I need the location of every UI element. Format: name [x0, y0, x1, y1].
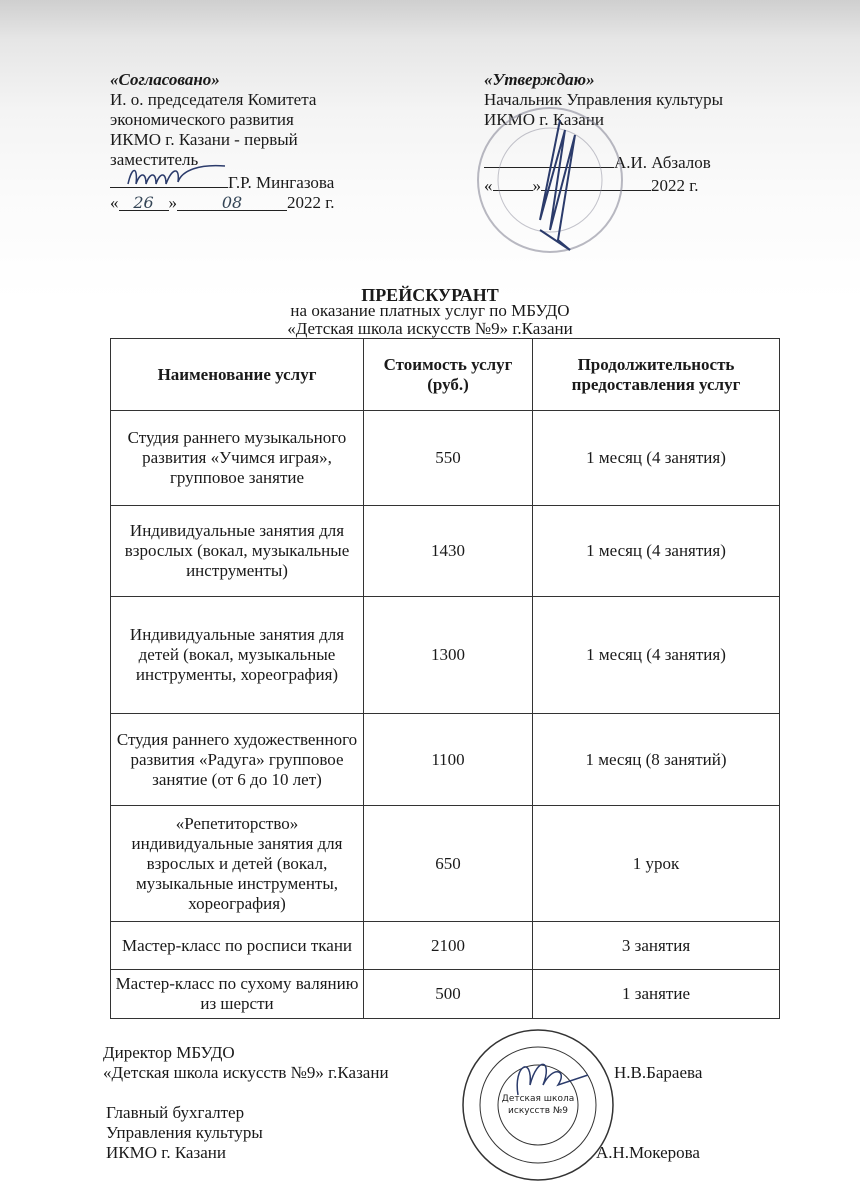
service-duration: 1 месяц (4 занятия) — [533, 506, 780, 597]
service-name: Мастер-класс по сухому валянию из шерсти — [111, 970, 364, 1019]
table-row — [111, 597, 780, 714]
seal-text: Детская школа — [501, 1094, 575, 1104]
service-price: 1100 — [364, 714, 533, 806]
agreed-signer: Г.Р. Мингазова — [228, 173, 335, 192]
service-duration: 1 месяц (4 занятия) — [533, 597, 780, 714]
director-org: «Детская школа искусств №9» г.Казани — [103, 1063, 389, 1082]
accountant-line: Управления культуры — [106, 1123, 263, 1142]
agreed-day: 26 — [119, 193, 169, 211]
service-duration: 1 занятие — [533, 970, 780, 1019]
service-price: 1300 — [364, 597, 533, 714]
approved-block: «Утверждаю» Начальник Управления культуры ИКМО г. Казани А.И. Абзалов « » 2022 г. — [484, 70, 724, 195]
agreed-line: И. о. председателя Комитета — [110, 90, 317, 109]
agreed-block: «Согласовано» И. о. председателя Комитета экономического развития ИКМО г. Казани - первый заместитель Г.Р. Мингазова « 26 » 08 2022 г. — [110, 70, 335, 212]
service-duration: 1 месяц (8 занятий) — [533, 714, 780, 806]
director-block — [103, 1043, 389, 1083]
accountant-name: А.Н.Мокерова — [596, 1143, 700, 1162]
service-name: Студия раннего художественного развития «Радуга» групповое занятие (от 6 до 10 лет) — [111, 714, 364, 806]
service-name: Студия раннего музыкального развития «Учимся играя», групповое занятие — [111, 411, 364, 506]
service-price: 1430 — [364, 506, 533, 597]
seal-culture-department — [470, 100, 630, 260]
service-price: 500 — [364, 970, 533, 1019]
agreed-heading: «Согласовано» — [110, 70, 220, 89]
accountant-block — [106, 1103, 263, 1163]
agreed-line: экономического развития — [110, 110, 294, 129]
director-name: Н.В.Бараева — [614, 1063, 703, 1082]
table-row — [111, 714, 780, 806]
service-price: 650 — [364, 806, 533, 922]
service-price: 550 — [364, 411, 533, 506]
approved-year: 2022 г. — [651, 176, 699, 195]
service-name: Индивидуальные занятия для взрослых (вокал, музыкальные инструменты) — [111, 506, 364, 597]
service-duration: 3 занятия — [533, 922, 780, 970]
table-header-row — [111, 339, 780, 411]
seal-school — [458, 1025, 618, 1185]
service-duration: 1 урок — [533, 806, 780, 922]
service-name: Мастер-класс по росписи ткани — [111, 922, 364, 970]
accountant-title: Главный бухгалтер — [106, 1103, 245, 1122]
document-subtitle-2: «Детская школа искусств №9» г.Казани — [287, 319, 573, 338]
agreed-year: 2022 г. — [287, 193, 335, 212]
approved-heading: «Утверждаю» — [484, 70, 595, 89]
price-table — [110, 338, 780, 1019]
signature-mingazova — [120, 162, 230, 192]
service-name: «Репетиторство» индивидуальные занятия для взрослых и детей (вокал, музыкальные инструменты, хореография) — [111, 806, 364, 922]
table-row — [111, 922, 780, 970]
header-service: Наименование услуг — [111, 339, 364, 411]
approved-line: ИКМО г. Казани — [484, 110, 604, 129]
service-price: 2100 — [364, 922, 533, 970]
header-price: Стоимость услуг (руб.) — [364, 339, 533, 411]
table-row — [111, 970, 780, 1019]
agreed-month: 08 — [177, 193, 287, 211]
agreed-line: ИКМО г. Казани - первый — [110, 130, 298, 149]
director-title: Директор МБУДО — [103, 1043, 235, 1062]
accountant-line: ИКМО г. Казани — [106, 1143, 226, 1162]
header-duration: Продолжительность предоставления услуг — [533, 339, 780, 411]
document-subtitle: на оказание платных услуг по МБУДО — [290, 301, 570, 320]
table-row — [111, 411, 780, 506]
agreed-line: заместитель — [110, 150, 199, 169]
table-row — [111, 806, 780, 922]
service-name: Индивидуальные занятия для детей (вокал, музыкальные инструменты, хореография) — [111, 597, 364, 714]
approved-signer: А.И. Абзалов — [614, 153, 711, 172]
approved-line: Начальник Управления культуры — [484, 90, 724, 109]
service-duration: 1 месяц (4 занятия) — [533, 411, 780, 506]
seal-text: искусств №9 — [508, 1106, 568, 1116]
table-row — [111, 506, 780, 597]
document-title: ПРЕЙСКУРАНТ — [361, 285, 499, 305]
